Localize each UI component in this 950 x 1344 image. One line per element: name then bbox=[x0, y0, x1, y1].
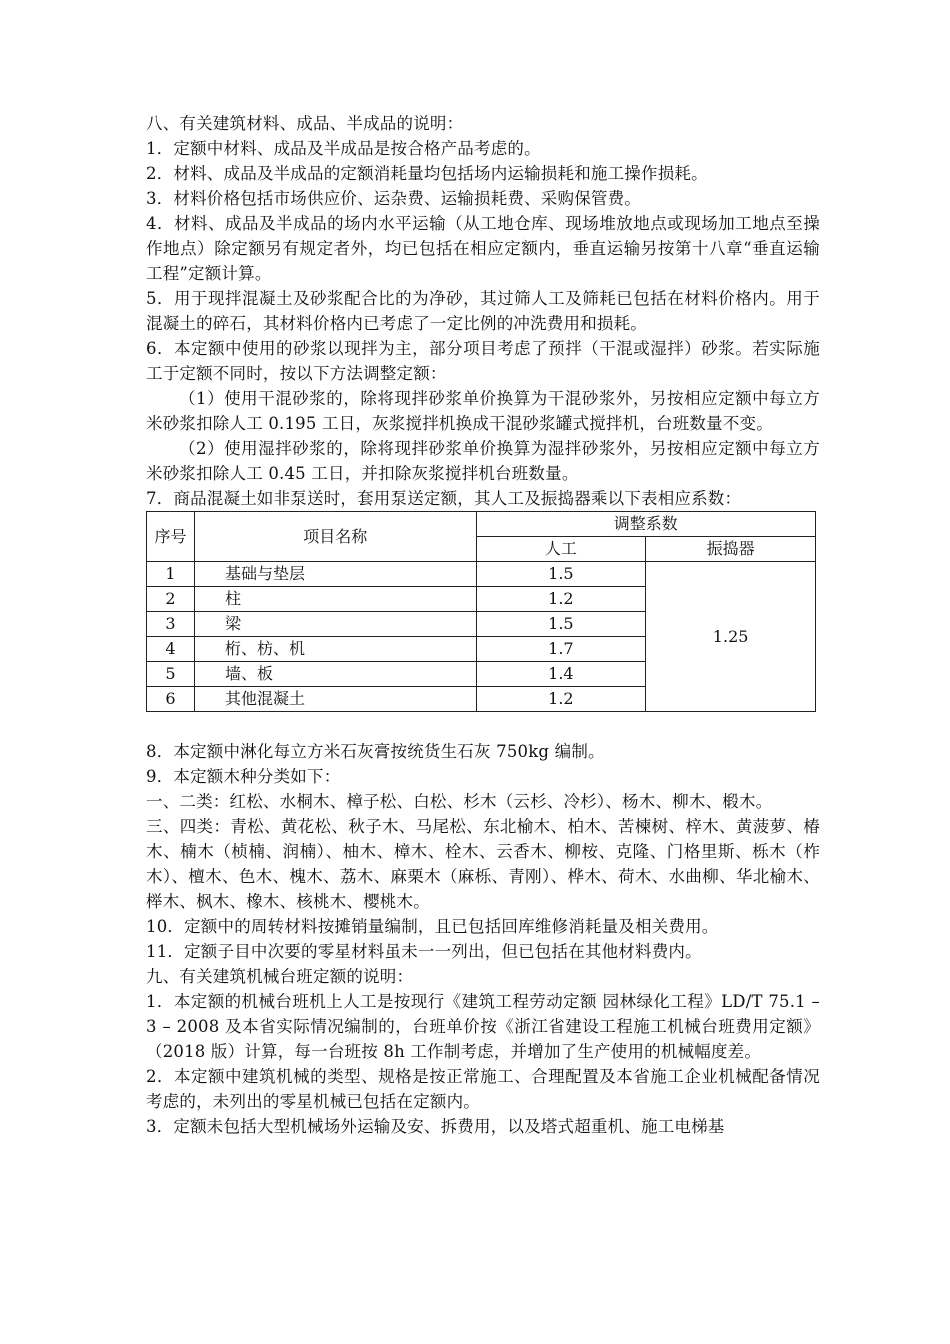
paragraph-8-7: 7．商品混凝土如非泵送时，套用泵送定额，其人工及振捣器乘以下表相应系数： bbox=[146, 489, 742, 508]
row-name: 基础与垫层 bbox=[194, 562, 476, 587]
table-row bbox=[147, 562, 816, 587]
paragraph-8-8: 8．本定额中淋化每立方米石灰膏按统货生石灰 750kg 编制。 bbox=[146, 742, 605, 761]
document-page bbox=[146, 111, 820, 1139]
row-seq: 2 bbox=[147, 587, 195, 612]
paragraph-8-4: 4．材料、成品及半成品的场内水平运输（从工地仓库、现场堆放地点或现场加工地点至操作地点）除定额另有规定者外，均已包括在相应定额内，垂直运输另按第十八章“垂直运输工程”定额计算。 bbox=[146, 214, 820, 283]
paragraph-8-9: 9．本定额木种分类如下： bbox=[146, 767, 341, 786]
header-name: 项目名称 bbox=[194, 512, 476, 562]
row-labor: 1.7 bbox=[476, 637, 646, 662]
paragraph-8-3: 3．材料价格包括市场供应价、运杂费、运输损耗费、采购保管费。 bbox=[146, 189, 641, 208]
table-header-row bbox=[147, 512, 816, 537]
row-seq: 3 bbox=[147, 612, 195, 637]
row-labor: 1.5 bbox=[476, 612, 646, 637]
row-seq: 5 bbox=[147, 662, 195, 687]
paragraph-8-5: 5．用于现拌混凝土及砂浆配合比的为净砂，其过筛人工及筛耗已包括在材料价格内。用于混凝土的碎石，其材料价格内已考虑了一定比例的冲洗费用和损耗。 bbox=[146, 289, 820, 333]
row-name: 其他混凝土 bbox=[194, 687, 476, 712]
paragraph-8-11: 11．定额子目中次要的零星材料虽未一一列出，但已包括在其他材料费内。 bbox=[146, 942, 702, 961]
row-name: 桁、枋、机 bbox=[194, 637, 476, 662]
vibrator-value: 1.25 bbox=[646, 562, 816, 712]
paragraph-wood-class-3-4: 三、四类：青松、黄花松、秋子木、马尾松、东北榆木、柏木、苦楝树、梓木、黄菠萝、椿木、楠木（桢楠、润楠）、柚木、樟木、栓木、云香木、柳桉、克隆、门格里斯、栎木（柞木）、檀木、色木、槐木、荔木、麻栗木（麻栎、青刚）、桦木、荷木、水曲柳、华北榆木、榉木、枫木、橡木、核桃木、樱桃木。 bbox=[146, 817, 820, 911]
paragraph-8-10: 10．定额中的周转材料按摊销量编制，且已包括回库维修消耗量及相关费用。 bbox=[146, 917, 719, 936]
row-seq: 1 bbox=[147, 562, 195, 587]
paragraph-wood-class-1-2: 一、二类：红松、水桐木、樟子松、白松、杉木（云杉、冷杉）、杨木、柳木、椴木。 bbox=[146, 792, 773, 811]
paragraph-8-2: 2．材料、成品及半成品的定额消耗量均包括场内运输损耗和施工操作损耗。 bbox=[146, 164, 708, 183]
row-name: 墙、板 bbox=[194, 662, 476, 687]
row-labor: 1.5 bbox=[476, 562, 646, 587]
header-seq: 序号 bbox=[147, 512, 195, 562]
header-vibrator: 振捣器 bbox=[646, 537, 816, 562]
paragraph-8-1: 1．定额中材料、成品及半成品是按合格产品考虑的。 bbox=[146, 139, 541, 158]
row-seq: 4 bbox=[147, 637, 195, 662]
row-labor: 1.2 bbox=[476, 687, 646, 712]
header-coef: 调整系数 bbox=[476, 512, 815, 537]
row-labor: 1.2 bbox=[476, 587, 646, 612]
paragraph-8-6-sub-1: （1）使用干混砂浆的，除将现拌砂浆单价换算为干混砂浆外，另按相应定额中每立方米砂浆扣除人工 0.195 工日，灰浆搅拌机换成干混砂浆罐式搅拌机，台班数量不变。 bbox=[146, 389, 820, 433]
row-labor: 1.4 bbox=[476, 662, 646, 687]
paragraph-8-6-sub-2: （2）使用湿拌砂浆的，除将现拌砂浆单价换算为湿拌砂浆外，另按相应定额中每立方米砂浆扣除人工 0.45 工日，并扣除灰浆搅拌机台班数量。 bbox=[146, 439, 820, 483]
section-9-title: 九、有关建筑机械台班定额的说明： bbox=[146, 967, 414, 986]
row-name: 梁 bbox=[194, 612, 476, 637]
section-8-title: 八、有关建筑材料、成品、半成品的说明： bbox=[146, 114, 464, 133]
header-labor: 人工 bbox=[476, 537, 646, 562]
coefficient-table bbox=[146, 511, 816, 712]
paragraph-9-1: 1．本定额的机械台班机上人工是按现行《建筑工程劳动定额 园林绿化工程》LD/T 75.1 – 3 – 2008 及本省实际情况编制的，台班单价按《浙江省建设工程施工机械台班费用定额》（2018 版）计算，每一台班按 8h 工作制考虑，并增加了生产使用的机械幅度差。 bbox=[146, 992, 820, 1061]
row-name: 柱 bbox=[194, 587, 476, 612]
paragraph-9-2: 2．本定额中建筑机械的类型、规格是按正常施工、合理配置及本省施工企业机械配备情况考虑的，未列出的零星机械已包括在定额内。 bbox=[146, 1067, 820, 1111]
paragraph-8-6: 6．本定额中使用的砂浆以现拌为主，部分项目考虑了预拌（干混或湿拌）砂浆。若实际施工于定额不同时，按以下方法调整定额： bbox=[146, 339, 820, 383]
paragraph-9-3: 3．定额未包括大型机械场外运输及安、拆费用，以及塔式超重机、施工电梯基 bbox=[146, 1117, 725, 1136]
row-seq: 6 bbox=[147, 687, 195, 712]
